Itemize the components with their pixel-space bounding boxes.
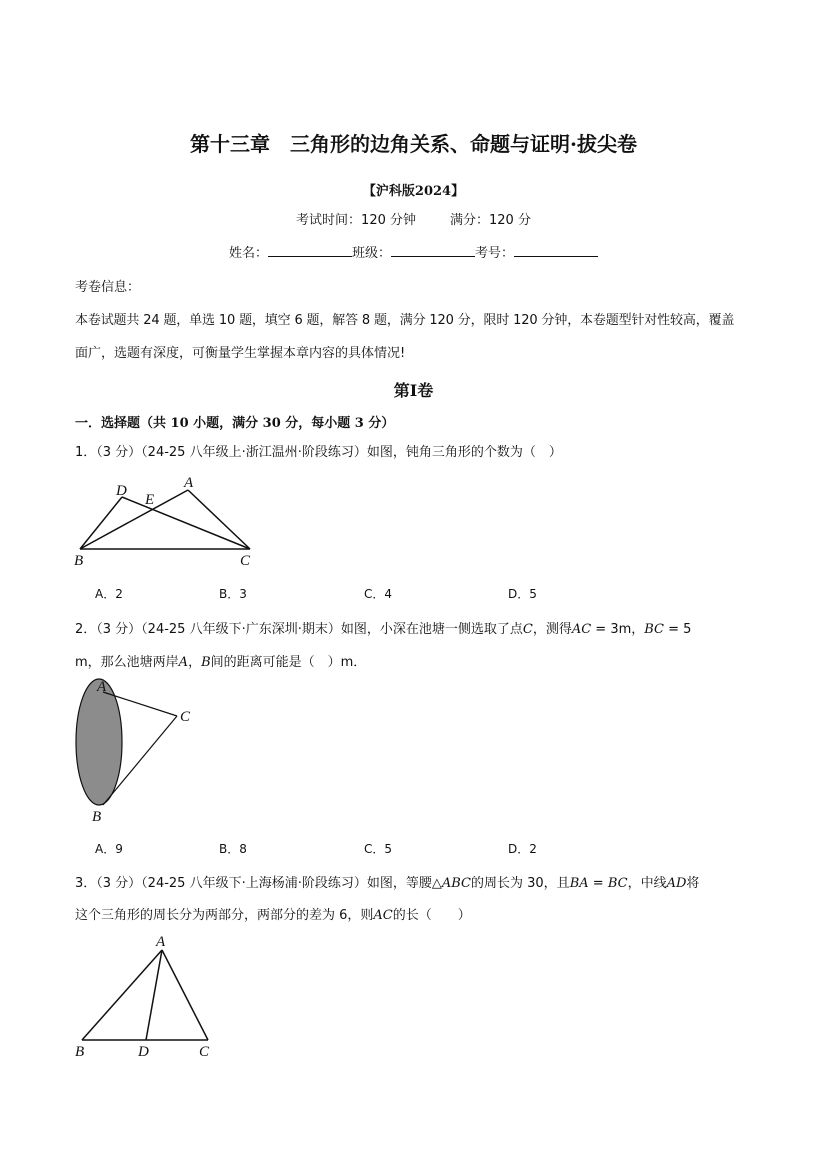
q3-label-a: A bbox=[156, 934, 166, 950]
segment-ba bbox=[80, 490, 188, 549]
pond-shape bbox=[76, 679, 122, 805]
time-label: 考试时间：120 分钟 bbox=[296, 213, 416, 228]
q2-text: ， bbox=[188, 655, 202, 670]
q3-math: AC bbox=[373, 908, 393, 923]
q2-math: B bbox=[201, 655, 211, 670]
q3-text: 3．（3 分）（24-25 八年级下·上海杨浦·阶段练习）如图，等腰△ bbox=[75, 876, 442, 891]
q1-option-d[interactable]: D．5 bbox=[508, 587, 537, 601]
q2-math: C bbox=[522, 622, 533, 637]
segment-ab bbox=[82, 950, 162, 1040]
q1-option-c[interactable]: C．4 bbox=[364, 587, 393, 601]
q2-label-c: C bbox=[180, 709, 191, 725]
q2-option-c[interactable]: C．5 bbox=[364, 842, 393, 856]
q3-label-d: D bbox=[138, 1044, 149, 1060]
q2-math: AC bbox=[571, 622, 592, 637]
q2-text: 间的距离可能是（ ）m． bbox=[210, 655, 367, 670]
q1-label-d: D bbox=[116, 483, 127, 499]
volume-title: 第Ⅰ卷 bbox=[393, 381, 434, 400]
segment-bd bbox=[80, 497, 122, 549]
q2-label-b: B bbox=[92, 809, 102, 825]
q1-label-a: A bbox=[184, 475, 194, 491]
q1-label-e: E bbox=[145, 492, 155, 508]
edition-label: 【沪科版2024】 bbox=[362, 184, 465, 199]
segment-dc bbox=[122, 497, 250, 549]
q2-text: = 5 bbox=[664, 622, 692, 637]
q3-label-b: B bbox=[75, 1044, 85, 1060]
segment-ac bbox=[188, 490, 250, 549]
segment-ac bbox=[162, 950, 208, 1040]
q3-text: 的周长为 30，且 bbox=[471, 876, 570, 891]
q3-figure bbox=[82, 950, 208, 1040]
q2-math: BC bbox=[644, 622, 665, 637]
q1-figure bbox=[80, 490, 250, 549]
q2-option-d[interactable]: D．2 bbox=[508, 842, 537, 856]
q3-text: = bbox=[588, 876, 608, 891]
q3-text: 这个三角形的周长分为两部分，两部分的差为 6，则 bbox=[75, 908, 374, 923]
q2-figure bbox=[76, 679, 177, 805]
q1-label-b: B bbox=[74, 553, 84, 569]
q2-text: m，那么池塘两岸 bbox=[75, 655, 179, 670]
score-label: 满分：120 分 bbox=[450, 213, 531, 228]
id-label: 考号： bbox=[475, 246, 515, 261]
exam-title: 第十三章 三角形的边角关系、命题与证明·拔尖卷 bbox=[190, 132, 637, 156]
q2-text: 2．（3 分）（24-25 八年级下·广东深圳·期末）如图，小深在池塘一侧选取了点 bbox=[75, 622, 523, 637]
info-heading: 考卷信息： bbox=[75, 280, 141, 295]
q2-text: = 3m， bbox=[591, 622, 645, 637]
q3-text: ，中线 bbox=[627, 876, 667, 891]
section-heading: 一．选择题（共 10 小题，满分 30 分，每小题 3 分） bbox=[75, 416, 395, 431]
q2-text: ，测得 bbox=[532, 622, 572, 637]
q2-math: A bbox=[178, 655, 189, 670]
q3-label-c: C bbox=[199, 1044, 210, 1060]
q3-text: 将 bbox=[686, 876, 700, 891]
q1-option-b[interactable]: B．3 bbox=[219, 587, 247, 601]
info-line-2: 面广，选题有深度，可衡量学生掌握本章内容的具体情况! bbox=[75, 346, 406, 361]
segment-ad bbox=[146, 950, 162, 1040]
q3-math: ABC bbox=[441, 876, 471, 891]
q1-label-c: C bbox=[240, 553, 251, 569]
q2-option-a[interactable]: A．9 bbox=[95, 842, 123, 856]
q3-text: 的长（ ） bbox=[392, 908, 471, 923]
name-label: 姓名： bbox=[228, 246, 268, 261]
info-line-1: 本卷试题共 24 题，单选 10 题，填空 6 题，解答 8 题，满分 120 分，限时 120 分钟，本卷题型针对性较高，覆盖 bbox=[75, 313, 735, 328]
q3-math: AD bbox=[666, 876, 687, 891]
question-1-text: 1．（3 分）（24-25 八年级上·浙江温州·阶段练习）如图，钝角三角形的个数为（ ） bbox=[75, 445, 562, 460]
q3-math: BC bbox=[607, 876, 628, 891]
q1-option-a[interactable]: A．2 bbox=[95, 587, 123, 601]
q2-option-b[interactable]: B．8 bbox=[219, 842, 247, 856]
q2-label-a: A bbox=[97, 679, 107, 695]
q3-math: BA bbox=[569, 876, 589, 891]
class-label: 班级： bbox=[351, 246, 391, 261]
